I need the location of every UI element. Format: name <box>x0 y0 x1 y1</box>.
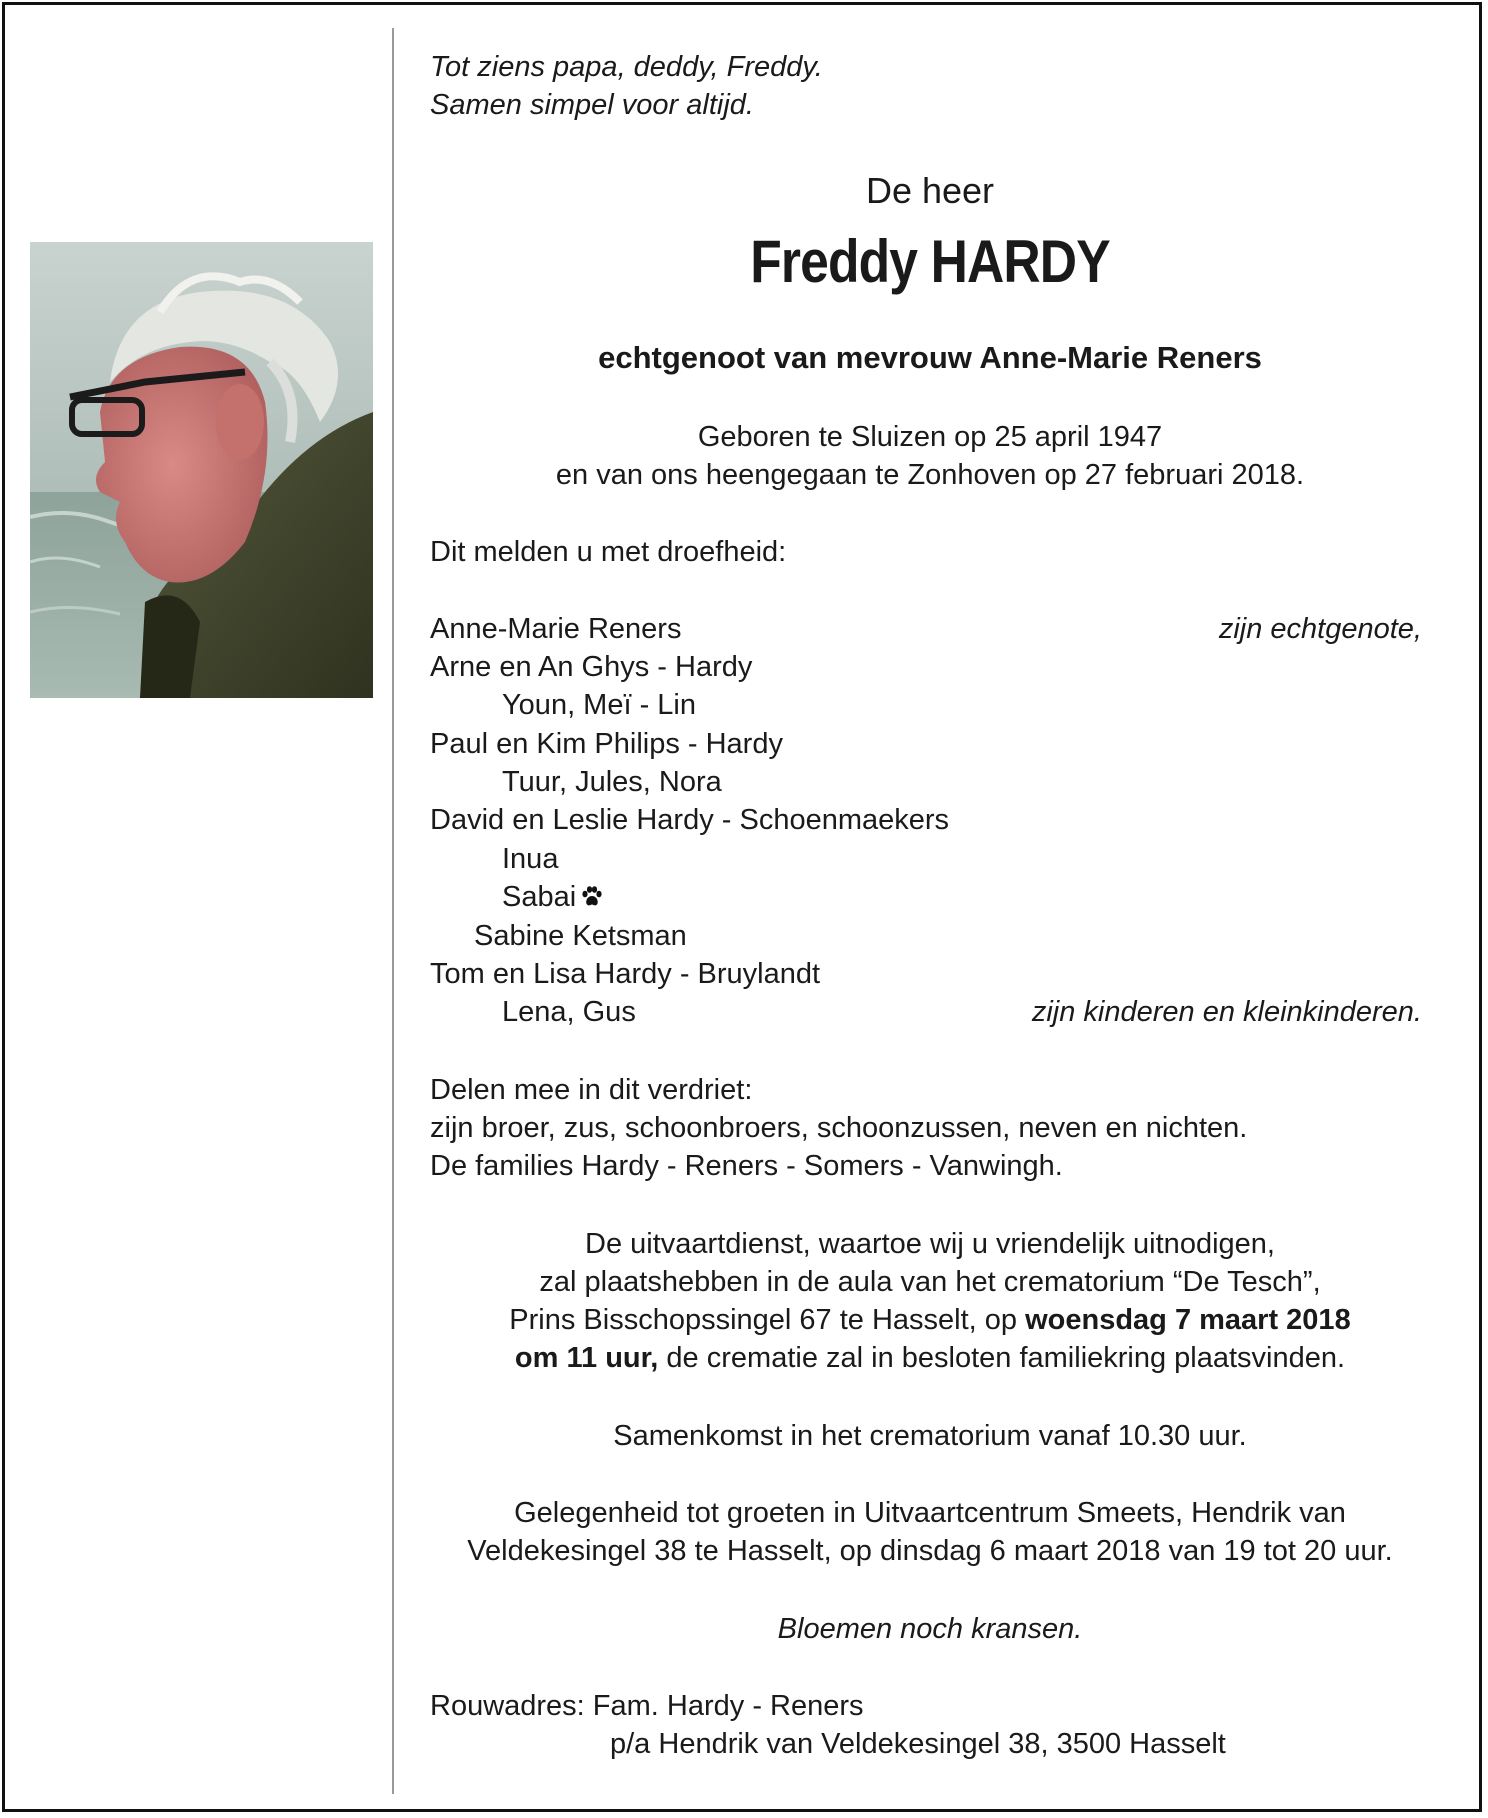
birth-line: Geboren te Sluizen op 25 april 1947 <box>697 421 1163 453</box>
flowers-line: Bloemen noch kransen. <box>777 1613 1083 1645</box>
service-time: om 11 uur, <box>514 1342 659 1374</box>
death-line: en van ons heengegaan te Zonhoven op 27 februari 2018. <box>555 459 1305 491</box>
service-line-4 <box>430 1339 1430 1377</box>
service-line-2: zal plaatshebben in de aula van het crematorium “De Tesch”, <box>539 1266 1321 1298</box>
service-line-3 <box>430 1301 1430 1339</box>
deceased-name-wrap <box>430 227 1430 297</box>
visitation-line-1: Gelegenheid tot groeten in Uitvaartcentrum Smeets, Hendrik van <box>514 1497 1346 1529</box>
paw-icon <box>580 881 604 919</box>
grief-line-2: zijn broer, zus, schoonbroers, schoonzussen, neven en nichten. <box>430 1112 1248 1144</box>
family-row: Tuur, Jules, Nora <box>502 766 722 798</box>
pet-name: Sabai <box>502 881 577 913</box>
service-location: Prins Bisschopssingel 67 te Hasselt, op <box>509 1304 1026 1336</box>
deceased-name: Freddy HARDY <box>750 228 1110 295</box>
spouse-line: echtgenoot van mevrouw Anne-Marie Reners <box>598 340 1262 375</box>
grief-line-3: De families Hardy - Reners - Somers - Vanwingh. <box>430 1150 1063 1182</box>
family-row: Paul en Kim Philips - Hardy <box>430 728 783 760</box>
role-children: zijn kinderen en kleinkinderen. <box>1031 996 1422 1028</box>
family-row: Inua <box>502 843 559 875</box>
announce-line: Dit melden u met droefheid: <box>430 536 787 568</box>
family-row: Lena, Gus <box>502 996 636 1028</box>
family-row: Tom en Lisa Hardy - Bruylandt <box>430 958 821 990</box>
address-line-2: p/a Hendrik van Veldekesingel 38, 3500 Hasselt <box>610 1728 1226 1760</box>
service-line-1: De uitvaartdienst, waartoe wij u vriendelijk uitnodigen, <box>585 1228 1275 1260</box>
opening-line-1: Tot ziens papa, deddy, Freddy. <box>430 51 823 83</box>
opening-line-2: Samen simpel voor altijd. <box>430 89 754 121</box>
service-note: de crematie zal in besloten familiekring plaatsvinden. <box>658 1342 1346 1374</box>
grief-line-1: Delen mee in dit verdriet: <box>430 1074 753 1106</box>
salutation: De heer <box>865 170 995 211</box>
address-line-1: Rouwadres: Fam. Hardy - Reners <box>430 1690 864 1722</box>
family-row: Anne-Marie Reners <box>430 613 682 645</box>
service-date: woensdag 7 maart 2018 <box>1025 1304 1351 1336</box>
portrait-photo <box>30 242 373 698</box>
family-row: Arne en An Ghys - Hardy <box>430 651 753 683</box>
gathering-line: Samenkomst in het crematorium vanaf 10.30 uur. <box>613 1420 1247 1452</box>
family-row: Youn, Meï - Lin <box>502 689 696 721</box>
family-row: Sabine Ketsman <box>474 920 687 952</box>
column-divider <box>392 28 394 1794</box>
role-spouse: zijn echtgenote, <box>1218 613 1422 645</box>
family-row: David en Leslie Hardy - Schoenmaekers <box>430 804 950 836</box>
visitation-line-2: Veldekesingel 38 te Hasselt, op dinsdag 6 maart 2018 van 19 tot 20 uur. <box>467 1535 1393 1567</box>
family-row-pet <box>502 878 604 919</box>
